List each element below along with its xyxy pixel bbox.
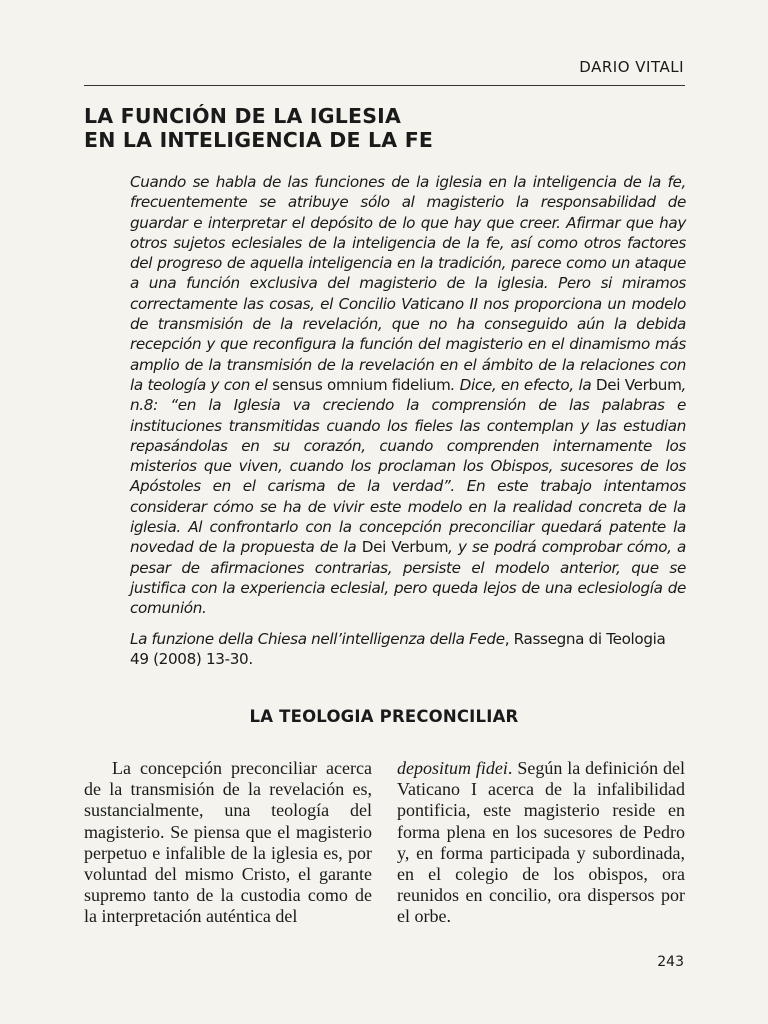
abstract-text-3: , n.8: “en la Iglesia va creciendo la comprensión de las palabras e instituciones transmitidas cuando los fieles las contemplan y las estudian repasándolas en su corazón, cuando comprenden internamente los misterios que viven, cuando los proclaman los Obispos, sucesores de los Apóstoles en el carisma de la verdad”. En este trabajo intentamos considerar cómo se ha de vivir este modelo en la realidad concreta de la iglesia. Al confrontarlo con la concepción preconciliar quedará patente la novedad de la propuesta de la (130, 375, 686, 557)
running-header-author: DARIO VITALI (579, 58, 684, 76)
page-number: 243 (657, 954, 684, 970)
article-title-line-2: EN LA INTELIGENCIA DE LA FE (84, 128, 434, 152)
citation-article-title: La funzione della Chiesa nell’intelligenza della Fede (130, 630, 505, 648)
abstract-text-1: Cuando se habla de las funciones de la iglesia en la inteligencia de la fe, frecuentemente se atribuye sólo al magisterio la responsabilidad de guardar e interpretar el depósito de lo que hay que creer. Afirmar que hay otros sujetos eclesiales de la inteligencia de la fe, así como otros factores del progreso de aquella inteligencia en la tradición, parece como un ataque a una función exclusiva del magisterio de la iglesia. Pero si miramos correctamente las cosas, el Concilio Vaticano II nos proporciona un modelo de transmisión de la revelación, que no ha conseguido aún la debida recepción y que reconfigura la función del magisterio en el dinamismo más amplio de la transmisión de la revelación en el ámbito de la relaciones con la teología y con el (130, 173, 686, 394)
abstract-text-4: , y se podrá comprobar cómo, a pesar de afirmaciones contrarias, persiste el modelo anterior, que se justifica con la experiencia eclesial, pero queda lejos de una eclesiología de comunión. (130, 538, 686, 618)
abstract-term-dei-verbum-2: Dei Verbum (361, 538, 449, 557)
article-title (84, 104, 694, 152)
abstract-text-2: . Dice, en efecto, la (450, 375, 596, 394)
section-heading: LA TEOLOGIA PRECONCILIAR (249, 707, 519, 726)
abstract (130, 172, 686, 619)
abstract-term-sensus: sensus omnium fidelium (272, 375, 451, 394)
body-column-right-text: . Según la definición del Vaticano I acerca de la infalibilidad pontificia, este magisterio reside en forma plena en los sucesores de Pedro y, en forma participada y subordinada, en el colegio de los obispos, ora reunidos en concilio, ora dispersos por el orbe. (397, 758, 685, 927)
body-column-right (397, 758, 685, 928)
abstract-term-dei-verbum-1: Dei Verbum (595, 375, 682, 394)
header-rule (84, 85, 685, 86)
body-term-depositum-fidei: depositum fidei (397, 758, 508, 778)
source-citation (130, 629, 686, 670)
citation-source: , Rassegna di Teologia 49 (2008) 13-30. (130, 630, 666, 669)
body-column-left: La concepción preconciliar acerca de la transmisión de la revelación es, sustancialmente, una teología del magisterio. Se piensa que el magisterio perpetuo e infalible de la iglesia es, por voluntad del mismo Cristo, el garante supremo tanto de la custodia como de la interpretación auténtica del (84, 758, 372, 927)
article-title-line-1: LA FUNCIÓN DE LA IGLESIA (84, 104, 402, 128)
